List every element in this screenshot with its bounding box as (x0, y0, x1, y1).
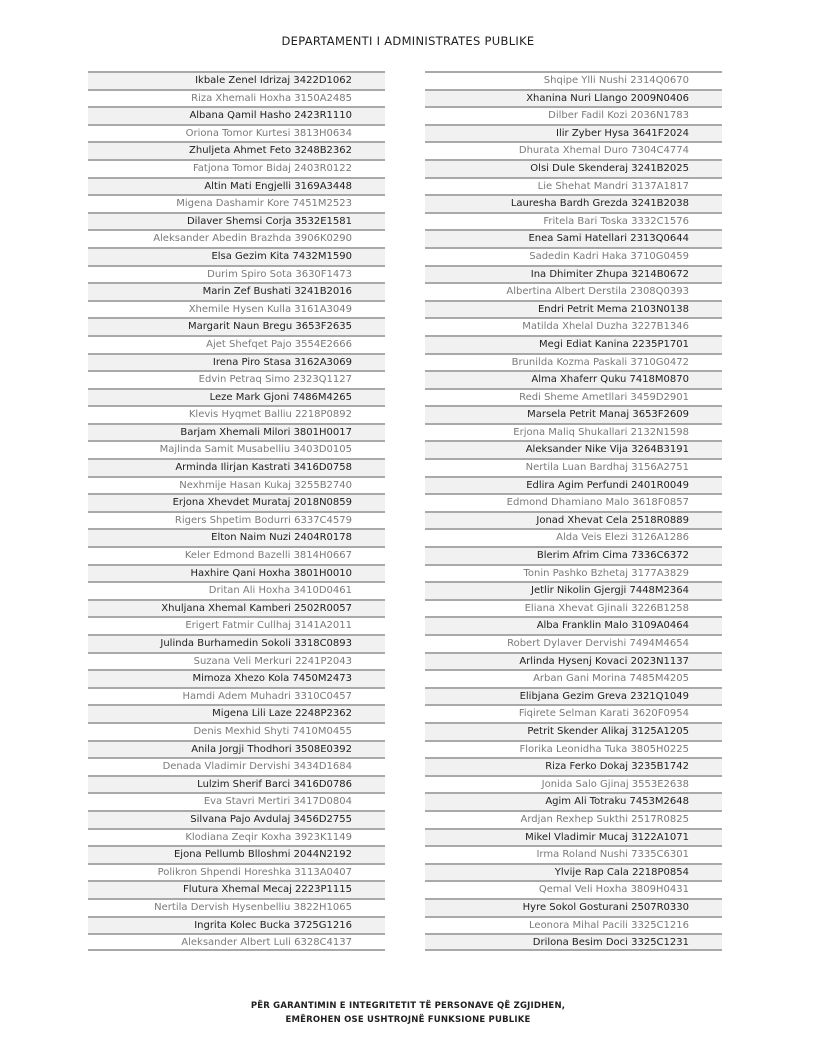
table-row: Majlinda Samit Musabelliu 3403D0105 (88, 440, 385, 458)
table-row: Anila Jorgji Thodhori 3508E0392 (88, 740, 385, 758)
table-row: Lauresha Bardh Grezda 3241B2038 (425, 194, 722, 212)
table-row: Riza Xhemali Hoxha 3150A2485 (88, 89, 385, 107)
table-row: Aleksander Nike Vija 3264B3191 (425, 440, 722, 458)
table-row: Alda Veis Elezi 3126A1286 (425, 528, 722, 546)
table-row: Redi Sheme Ametllari 3459D2901 (425, 388, 722, 406)
table-row: Dilaver Shemsi Corja 3532E1581 (88, 212, 385, 230)
table-row: Jetlir Nikolin Gjergji 7448M2364 (425, 581, 722, 599)
table-row: Alma Xhaferr Quku 7418M0870 (425, 370, 722, 388)
table-row: Ylvije Rap Cala 2218P0854 (425, 863, 722, 881)
table-row: Dritan Ali Hoxha 3410D0461 (88, 581, 385, 599)
table-row: Eliana Xhevat Gjinali 3226B1258 (425, 599, 722, 617)
table-row: Silvana Pajo Avdulaj 3456D2755 (88, 810, 385, 828)
table-row: Xhuljana Xhemal Kamberi 2502R0057 (88, 599, 385, 617)
table-row: Eva Stavri Mertiri 3417D0804 (88, 792, 385, 810)
table-row: Albertina Albert Derstila 2308Q0393 (425, 282, 722, 300)
table-row: Nexhmije Hasan Kukaj 3255B2740 (88, 476, 385, 494)
table-row: Dhurata Xhemal Duro 7304C4774 (425, 141, 722, 159)
footer-line-1: PËR GARANTIMIN E INTEGRITETIT TË PERSONAVE QË ZGJIDHEN, (250, 1001, 566, 1011)
footer-note (0, 999, 816, 1027)
table-row: Hamdi Adem Muhadri 3310C0457 (88, 687, 385, 705)
table-row: Mimoza Xhezo Kola 7450M2473 (88, 669, 385, 687)
table-row: Ajet Shefqet Pajo 3554E2666 (88, 335, 385, 353)
table-row: Florika Leonidha Tuka 3805H0225 (425, 740, 722, 758)
table-row: Albana Qamil Hasho 2423R1110 (88, 106, 385, 124)
table-row: Enea Sami Hatellari 2313Q0644 (425, 229, 722, 247)
table-row: Olsi Dule Skenderaj 3241B2025 (425, 159, 722, 177)
table-row: Matilda Xhelal Duzha 3227B1346 (425, 317, 722, 335)
table-row: Erigert Fatmir Cullhaj 3141A2011 (88, 616, 385, 634)
table-row: Xhemile Hysen Kulla 3161A3049 (88, 300, 385, 318)
table-row: Irena Piro Stasa 3162A3069 (88, 353, 385, 371)
table-row: Aleksander Albert Luli 6328C4137 (88, 933, 385, 951)
footer-line-2: EMËROHEN OSE USHTROJNË FUNKSIONE PUBLIKE (285, 1015, 531, 1025)
table-row: Edvin Petraq Simo 2323Q1127 (88, 370, 385, 388)
table-row: Dilber Fadil Kozi 2036N1783 (425, 106, 722, 124)
table-row: Aleksander Abedin Brazhda 3906K0290 (88, 229, 385, 247)
table-row: Alba Franklin Malo 3109A0464 (425, 616, 722, 634)
table-row: Sadedin Kadri Haka 3710G0459 (425, 247, 722, 265)
names-table-left-column (88, 71, 385, 951)
table-row: Migena Dashamir Kore 7451M2523 (88, 194, 385, 212)
table-row: Keler Edmond Bazelli 3814H0667 (88, 546, 385, 564)
table-row: Megi Ediat Kanina 2235P1701 (425, 335, 722, 353)
table-row: Ingrita Kolec Bucka 3725G1216 (88, 916, 385, 934)
table-row: Fritela Bari Toska 3332C1576 (425, 212, 722, 230)
table-row: Migena Lili Laze 2248P2362 (88, 704, 385, 722)
table-row: Julinda Burhamedin Sokoli 3318C0893 (88, 634, 385, 652)
table-row: Elsa Gezim Kita 7432M1590 (88, 247, 385, 265)
table-row: Drilona Besim Doci 3325C1231 (425, 933, 722, 951)
table-row: Lulzim Sherif Barci 3416D0786 (88, 775, 385, 793)
table-row: Ilir Zyber Hysa 3641F2024 (425, 124, 722, 142)
table-row: Hyre Sokol Gosturani 2507R0330 (425, 898, 722, 916)
table-row: Qemal Veli Hoxha 3809H0431 (425, 880, 722, 898)
table-row: Arminda Ilirjan Kastrati 3416D0758 (88, 458, 385, 476)
table-row: Altin Mati Engjelli 3169A3448 (88, 177, 385, 195)
table-row: Barjam Xhemali Milori 3801H0017 (88, 423, 385, 441)
table-row: Endri Petrit Mema 2103N0138 (425, 300, 722, 318)
table-row: Edmond Dhamiano Malo 3618F0857 (425, 493, 722, 511)
table-row: Arban Gani Morina 7485M4205 (425, 669, 722, 687)
table-row: Blerim Afrim Cima 7336C6372 (425, 546, 722, 564)
table-row: Klodiana Zeqir Koxha 3923K1149 (88, 828, 385, 846)
table-row: Marsela Petrit Manaj 3653F2609 (425, 405, 722, 423)
table-row: Erjona Maliq Shukallari 2132N1598 (425, 423, 722, 441)
table-row: Nertila Luan Bardhaj 3156A2751 (425, 458, 722, 476)
table-row: Elibjana Gezim Greva 2321Q1049 (425, 687, 722, 705)
page-title: DEPARTAMENTI I ADMINISTRATES PUBLIKE (281, 34, 535, 48)
table-row: Tonin Pashko Bzhetaj 3177A3829 (425, 564, 722, 582)
table-row: Fiqirete Selman Karati 3620F0954 (425, 704, 722, 722)
table-row: Lie Shehat Mandri 3137A1817 (425, 177, 722, 195)
table-row: Ina Dhimiter Zhupa 3214B0672 (425, 265, 722, 283)
table-row: Mikel Vladimir Mucaj 3122A1071 (425, 828, 722, 846)
table-row: Marin Zef Bushati 3241B2016 (88, 282, 385, 300)
table-row: Oriona Tomor Kurtesi 3813H0634 (88, 124, 385, 142)
table-row: Leonora Mihal Pacili 3325C1216 (425, 916, 722, 934)
table-row: Nertila Dervish Hysenbelliu 3822H1065 (88, 898, 385, 916)
table-row: Rigers Shpetim Bodurri 6337C4579 (88, 511, 385, 529)
table-row: Denis Mexhid Shyti 7410M0455 (88, 722, 385, 740)
table-row: Flutura Xhemal Mecaj 2223P1115 (88, 880, 385, 898)
table-row: Edlira Agim Perfundi 2401R0049 (425, 476, 722, 494)
table-row: Petrit Skender Alikaj 3125A1205 (425, 722, 722, 740)
table-row: Elton Naim Nuzi 2404R0178 (88, 528, 385, 546)
table-row: Ikbale Zenel Idrizaj 3422D1062 (88, 71, 385, 89)
table-row: Haxhire Qani Hoxha 3801H0010 (88, 564, 385, 582)
table-row: Arlinda Hysenj Kovaci 2023N1137 (425, 652, 722, 670)
table-row: Leze Mark Gjoni 7486M4265 (88, 388, 385, 406)
table-row: Shqipe Ylli Nushi 2314Q0670 (425, 71, 722, 89)
table-row: Margarit Naun Bregu 3653F2635 (88, 317, 385, 335)
table-row: Fatjona Tomor Bidaj 2403R0122 (88, 159, 385, 177)
table-row: Brunilda Kozma Paskali 3710G0472 (425, 353, 722, 371)
table-row: Denada Vladimir Dervishi 3434D1684 (88, 757, 385, 775)
table-row: Zhuljeta Ahmet Feto 3248B2362 (88, 141, 385, 159)
table-row: Jonad Xhevat Cela 2518R0889 (425, 511, 722, 529)
table-row: Ejona Pellumb Blloshmi 2044N2192 (88, 845, 385, 863)
table-row: Suzana Veli Merkuri 2241P2043 (88, 652, 385, 670)
table-row: Riza Ferko Dokaj 3235B1742 (425, 757, 722, 775)
table-row: Xhanina Nuri Llango 2009N0406 (425, 89, 722, 107)
table-row: Robert Dylaver Dervishi 7494M4654 (425, 634, 722, 652)
table-row: Jonida Salo Gjinaj 3553E2638 (425, 775, 722, 793)
table-row: Irma Roland Nushi 7335C6301 (425, 845, 722, 863)
table-row: Klevis Hyqmet Balliu 2218P0892 (88, 405, 385, 423)
names-table-right-column (425, 71, 722, 951)
table-row: Agim Ali Totraku 7453M2648 (425, 792, 722, 810)
table-row: Erjona Xhevdet Murataj 2018N0859 (88, 493, 385, 511)
table-row: Durim Spiro Sota 3630F1473 (88, 265, 385, 283)
table-row: Polikron Shpendi Horeshka 3113A0407 (88, 863, 385, 881)
table-row: Ardjan Rexhep Sukthi 2517R0825 (425, 810, 722, 828)
